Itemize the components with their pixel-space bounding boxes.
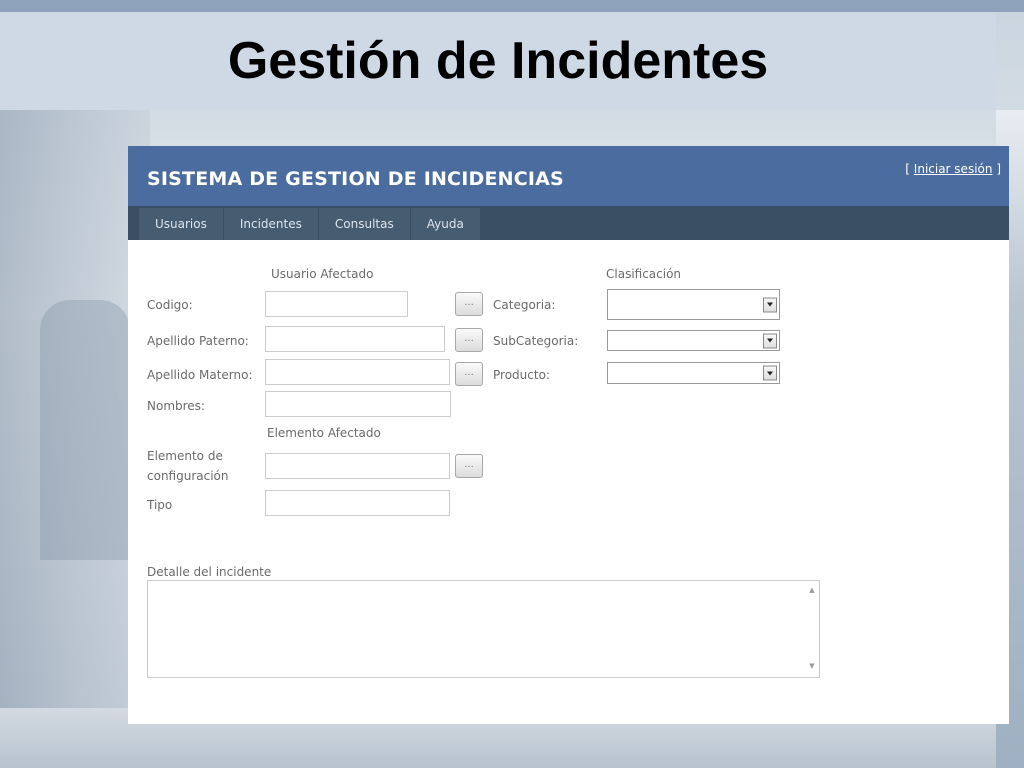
main-menu (128, 206, 1009, 240)
elemento-browse-button[interactable]: ... (455, 454, 483, 478)
subcategoria-select[interactable] (607, 330, 780, 351)
elemento-configuracion-input[interactable] (265, 453, 450, 479)
apellido-paterno-input[interactable] (265, 326, 445, 352)
label-nombres: Nombres: (147, 399, 205, 413)
tipo-input[interactable] (265, 490, 450, 516)
scroll-up-icon[interactable]: ▲ (809, 586, 815, 594)
menu-item-usuarios[interactable]: Usuarios (139, 208, 223, 240)
label-apellido-materno: Apellido Materno: (147, 368, 253, 382)
label-apellido-paterno: Apellido Paterno: (147, 334, 249, 348)
label-configuracion: configuración (147, 469, 229, 483)
scroll-down-icon[interactable]: ▼ (809, 662, 815, 670)
section-usuario-afectado: Usuario Afectado (271, 267, 374, 281)
apellido-materno-input[interactable] (265, 359, 450, 385)
label-elemento-de: Elemento de (147, 449, 223, 463)
incident-management-app (128, 146, 1009, 724)
label-categoria: Categoria: (493, 298, 556, 312)
chevron-down-icon (763, 297, 777, 312)
menu-item-ayuda[interactable]: Ayuda (411, 208, 480, 240)
app-header (128, 146, 1009, 206)
slide-title: Gestión de Incidentes (227, 32, 769, 90)
slide-title-bar (0, 12, 996, 110)
label-tipo: Tipo (147, 498, 173, 512)
label-codigo: Codigo: (147, 298, 193, 312)
chevron-down-icon (763, 366, 777, 381)
slide-top-band (0, 0, 1024, 12)
section-clasificacion: Clasificación (606, 267, 682, 281)
menu-item-consultas[interactable]: Consultas (319, 208, 410, 240)
apellido-materno-browse-button[interactable]: ... (455, 362, 483, 386)
codigo-browse-button[interactable]: ... (455, 292, 483, 316)
label-producto: Producto: (493, 368, 550, 382)
login-area (905, 162, 1001, 176)
producto-select[interactable] (607, 362, 780, 384)
login-link[interactable]: Iniciar sesión (913, 162, 993, 176)
login-close-bracket: ] (996, 162, 1001, 176)
app-title: SISTEMA DE GESTION DE INCIDENCIAS (147, 168, 564, 190)
detalle-incidente-textarea[interactable] (147, 580, 820, 678)
login-open-bracket: [ (905, 162, 910, 176)
chevron-down-icon (763, 333, 777, 348)
nombres-input[interactable] (265, 391, 451, 417)
label-subcategoria: SubCategoria: (493, 334, 579, 348)
codigo-input[interactable] (265, 291, 408, 317)
apellido-paterno-browse-button[interactable]: ... (455, 328, 483, 352)
background-photo-person (40, 300, 130, 560)
section-elemento-afectado: Elemento Afectado (267, 426, 381, 440)
menu-item-incidentes[interactable]: Incidentes (224, 208, 318, 240)
categoria-select[interactable] (607, 289, 780, 320)
label-detalle-incidente: Detalle del incidente (147, 565, 272, 579)
